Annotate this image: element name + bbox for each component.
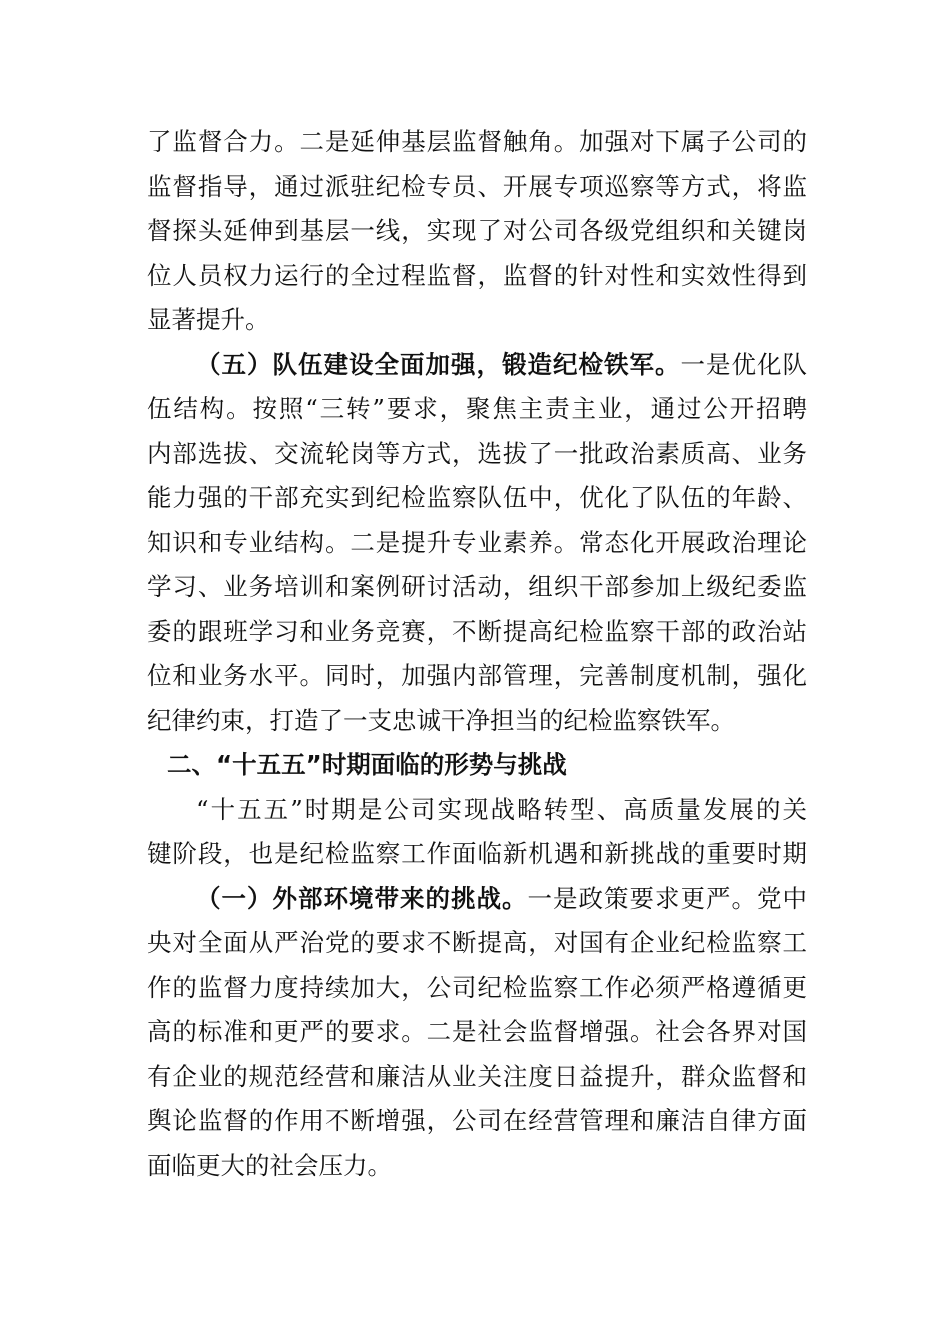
text-line: 舆论监督的作用不断增强，公司在经营管理和廉洁自律方面 xyxy=(147,1106,807,1135)
text-line: 内部选拔、交流轮岗等方式，选拔了一批政治素质高、业务 xyxy=(147,438,807,468)
text-line: 位人员权力运行的全过程监督，监督的针对性和实效性得到 xyxy=(147,260,807,290)
text-line: 监督指导，通过派驻纪检专员、开展专项巡察等方式，将监 xyxy=(147,171,807,201)
paragraph-section-intro xyxy=(147,788,807,877)
document-page xyxy=(147,120,807,1188)
subsection-title: （一）外部环境带来的挑战。 xyxy=(196,883,528,913)
text-line: 高的标准和更严的要求。二是社会监督增强。社会各界对国 xyxy=(147,1017,807,1046)
paragraph-team-building xyxy=(147,343,807,744)
text-line: 央对全面从严治党的要求不断提高，对国有企业纪检监察工 xyxy=(147,928,807,957)
text-line: 纪律约束，打造了一支忠诚干净担当的纪检监察铁军。 xyxy=(147,705,735,735)
paragraph-first-line xyxy=(147,877,807,922)
text-line: “十五五”时期是公司实现战略转型、高质量发展的关 xyxy=(196,794,807,824)
text-line: 知识和专业结构。二是提升专业素养。常态化开展政治理论 xyxy=(147,527,807,557)
paragraph-continuation xyxy=(147,120,807,343)
text-line: 能力强的干部充实到纪检监察队伍中，优化了队伍的年龄、 xyxy=(147,483,807,512)
text-run: 一是优化队 xyxy=(680,349,807,379)
text-line: 面临更大的社会压力。 xyxy=(147,1150,392,1180)
text-line: 键阶段，也是纪检监察工作面临新机遇和新挑战的重要时期 xyxy=(147,839,807,868)
subsection-title: （五）队伍建设全面加强，锻造纪检铁军。 xyxy=(196,349,681,379)
text-line: 有企业的规范经营和廉洁从业关注度日益提升，群众监督和 xyxy=(147,1061,807,1091)
paragraph-first-line xyxy=(147,343,807,388)
text-line: 伍结构。按照“三转”要求，聚焦主责主业，通过公开招聘 xyxy=(147,394,807,423)
text-line: 位和业务水平。同时，加强内部管理，完善制度机制，强化 xyxy=(147,661,807,690)
text-run: 一是政策要求更严。党中 xyxy=(527,883,807,913)
paragraph-external-challenges xyxy=(147,877,807,1189)
text-line: 督探头延伸到基层一线，实现了对公司各级党组织和关键岗 xyxy=(147,216,807,245)
section-heading: 二、“十五五”时期面临的形势与挑战 xyxy=(167,750,567,779)
text-line: 作的监督力度持续加大，公司纪检监察工作必须严格遵循更 xyxy=(147,972,807,1002)
text-line: 委的跟班学习和业务竞赛，不断提高纪检监察干部的政治站 xyxy=(147,616,807,646)
text-line: 显著提升。 xyxy=(147,305,270,334)
text-line: 学习、业务培训和案例研讨活动，组织干部参加上级纪委监 xyxy=(147,572,807,601)
text-line: 了监督合力。二是延伸基层监督触角。加强对下属子公司的 xyxy=(147,127,807,156)
